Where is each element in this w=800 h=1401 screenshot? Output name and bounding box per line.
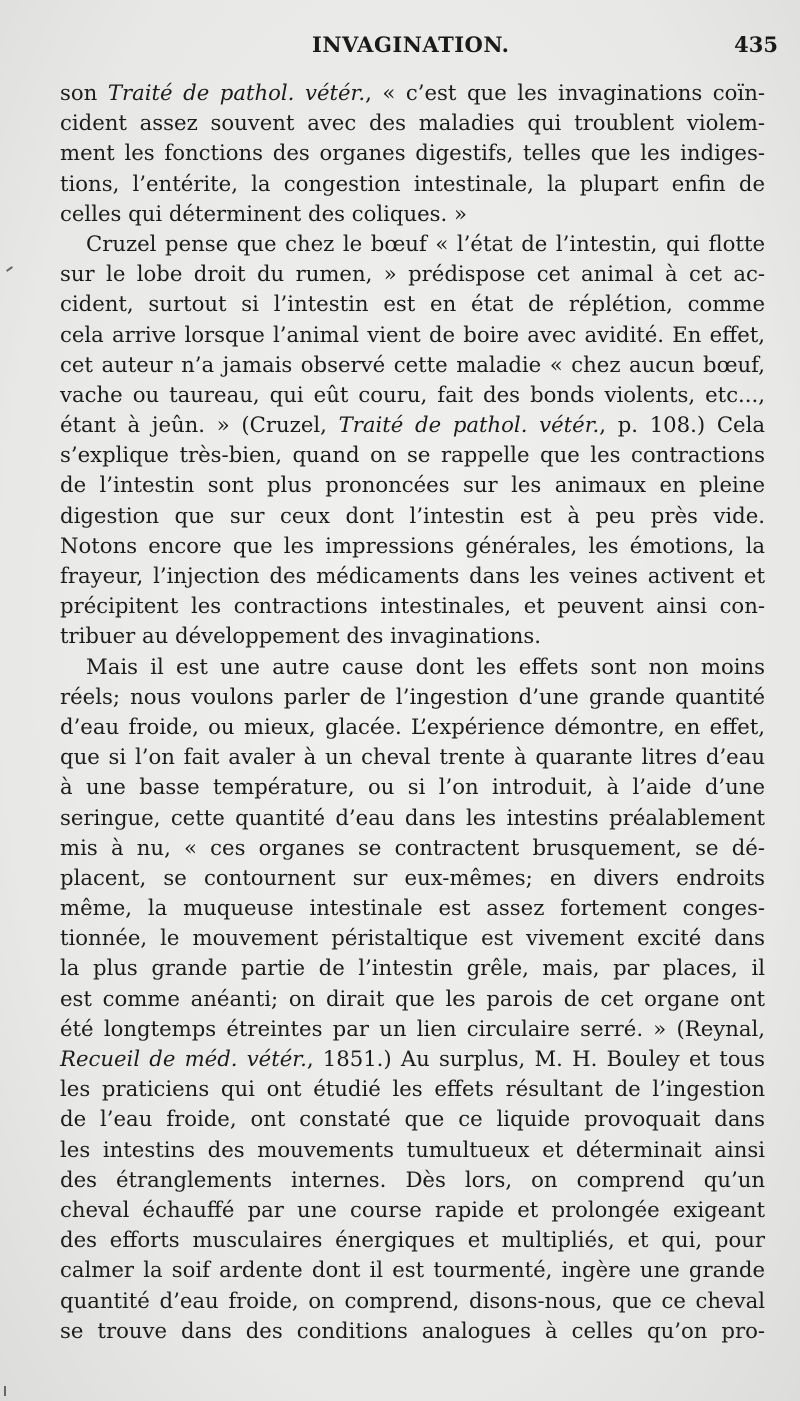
text-line: son Traité de pathol. vétér., « c’est que les invaginations coïn- [60,80,766,105]
text-line: été longtemps étreintes par un lien circulaire serré. » (Reynal, [60,1015,765,1041]
text-line: ment les fonctions des organes digestifs, telles que les indiges- [60,140,765,166]
text-line: celles qui déterminent des coliques. » [60,200,467,226]
margin-mark [6,266,13,272]
text-line: est comme anéanti; on dirait que les parois de cet organe ont [60,985,765,1011]
text-line: mis à nu, « ces organes se contractent brusquement, se dé- [60,834,765,860]
text-line: de l’intestin sont plus prononcées sur les animaux en pleine [60,472,765,498]
text-line: cident assez souvent avec des maladies qui troublent violem- [60,110,765,136]
text-line: s’explique très-bien, quand on se rappelle que les contractions [60,442,765,468]
text-line: des efforts musculaires énergiques et multipliés, et qui, pour [60,1227,765,1253]
text-line: Notons encore que les impressions générales, les émotions, la [60,532,765,558]
text-line: étant à jeûn. » (Cruzel, Traité de pathol. vétér., p. 108.) Cela [60,412,766,438]
text-line: cident, surtout si l’intestin est en état de réplétion, comme [60,291,765,317]
text-line: des étranglements internes. Dès lors, on comprend qu’un [60,1166,765,1192]
text-line: que si l’on fait avaler à un cheval trente à quarante litres d’eau [60,744,765,770]
page-header [60,32,780,62]
text-line: la plus grande partie de l’intestin grêle, mais, par places, il [60,955,765,981]
text-line: les praticiens qui ont étudié les effets résultant de l’ingestion [60,1076,765,1102]
margin-mark [4,1386,6,1396]
text-line: précipitent les contractions intestinales, et peuvent ainsi con- [60,593,765,619]
text-line: tribuer au développement des invaginations. [60,623,542,649]
text-line: Cruzel pense que chez le bœuf « l’état de l’intestin, qui flotte [86,230,765,256]
text-line: cheval échauffé par une course rapide et prolongée exigeant [60,1196,765,1222]
page-number: 435 [734,32,778,57]
text-line: réels; nous voulons parler de l’ingestion d’une grande quantité [60,683,765,709]
text-line: d’eau froide, ou mieux, glacée. L’expérience démontre, en effet, [60,713,765,739]
running-title: INVAGINATION. [312,32,510,57]
text-line: digestion que sur ceux dont l’intestin est à peu près vide. [60,502,765,528]
text-line: tionnée, le mouvement péristaltique est vivement excité dans [60,925,765,951]
text-line: à une basse température, ou si l’on introduit, à l’aide d’une [60,774,765,800]
text-line: sur le lobe droit du rumen, » prédispose cet animal à cet ac- [60,261,765,287]
text-line: seringue, cette quantité d’eau dans les intestins préalablement [60,804,765,830]
text-line: quantité d’eau froide, on comprend, disons-nous, que ce cheval [60,1287,765,1313]
text-line: cela arrive lorsque l’animal vient de boire avec avidité. En effet, [60,321,765,347]
text-line: Recueil de méd. vétér., 1851.) Au surplus, M. H. Bouley et tous [60,1046,765,1071]
text-line: frayeur, l’injection des médicaments dans les veines activent et [60,563,765,588]
text-line: calmer la soif ardente dont il est tourmenté, ingère une grande [60,1257,765,1283]
text-line: cet auteur n’a jamais observé cette maladie « chez aucun bœuf, [60,351,765,377]
text-line: les intestins des mouvements tumultueux et déterminait ainsi [60,1136,765,1162]
text-line: tions, l’entérite, la congestion intestinale, la plupart enfin de [60,170,765,196]
text-line: vache ou taureau, qui eût couru, fait des bonds violents, etc..., [60,381,765,407]
text-line: Mais il est une autre cause dont les effets sont non moins [86,653,765,679]
text-line: de l’eau froide, ont constaté que ce liquide provoquait dans [60,1106,765,1132]
text-line: même, la muqueuse intestinale est assez fortement conges- [60,895,765,921]
text-line: se trouve dans des conditions analogues à celles qu’on pro- [60,1317,765,1343]
body-text [60,78,765,1346]
text-line: placent, se contournent sur eux-mêmes; en divers endroits [60,864,765,890]
